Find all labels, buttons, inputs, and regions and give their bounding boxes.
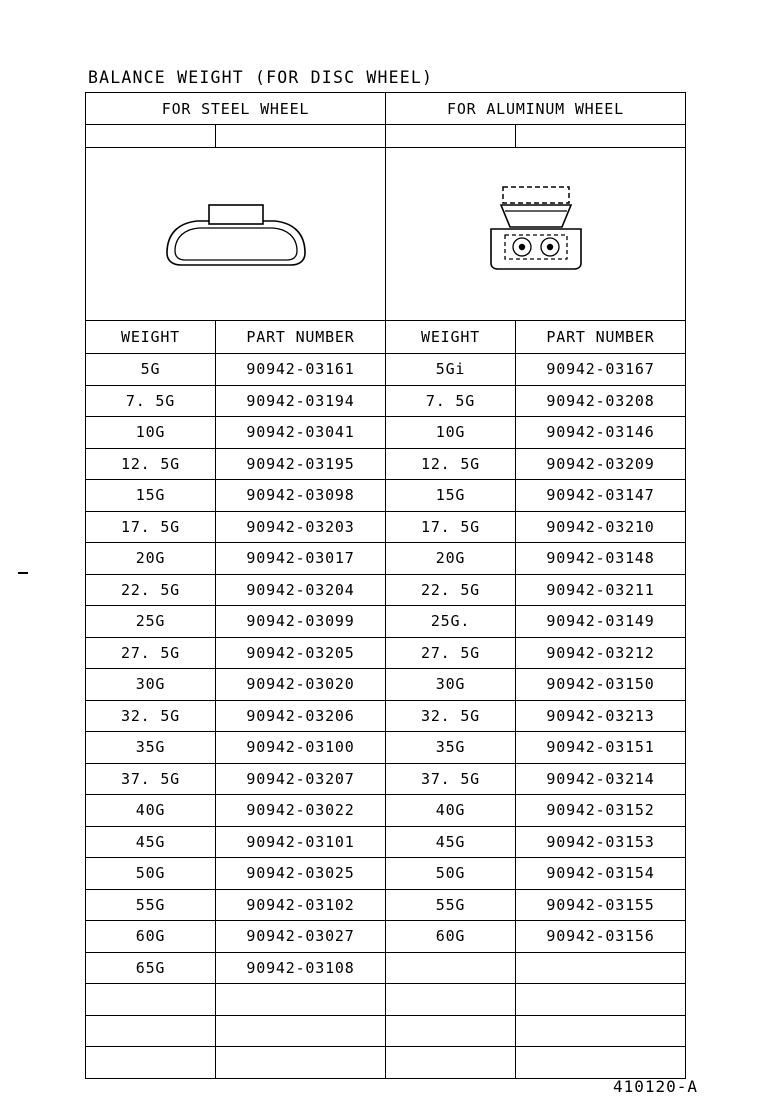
cell-steel-part: 90942-03102: [216, 889, 386, 921]
balance-weight-table: [85, 92, 686, 1079]
table-row: [86, 1047, 686, 1079]
cell-steel-weight: 20G: [86, 543, 216, 575]
column-header-aluminum-part-number: PART NUMBER: [516, 321, 686, 354]
cell-aluminum-weight: 60G: [386, 921, 516, 953]
cell-steel-weight: 50G: [86, 858, 216, 890]
cell-steel-weight: 12. 5G: [86, 448, 216, 480]
table-row: [86, 700, 686, 732]
cell-steel-part: [216, 1047, 386, 1079]
cell-aluminum-weight: 45G: [386, 826, 516, 858]
aluminum-weight-illustration-cell: [386, 148, 686, 321]
cell-steel-part: 90942-03195: [216, 448, 386, 480]
cell-steel-part: 90942-03101: [216, 826, 386, 858]
cell-steel-part: [216, 1015, 386, 1047]
cell-steel-weight: 17. 5G: [86, 511, 216, 543]
table-row: [86, 669, 686, 701]
cell-steel-part: 90942-03027: [216, 921, 386, 953]
spacer-cell-3: [386, 125, 516, 148]
cell-steel-part: 90942-03020: [216, 669, 386, 701]
table-row: [86, 858, 686, 890]
table-row: [86, 543, 686, 575]
table-row: [86, 511, 686, 543]
cell-steel-part: 90942-03017: [216, 543, 386, 575]
cell-aluminum-weight: 50G: [386, 858, 516, 890]
cell-steel-part: 90942-03204: [216, 574, 386, 606]
cell-steel-weight: 32. 5G: [86, 700, 216, 732]
cell-steel-weight: 37. 5G: [86, 763, 216, 795]
balance-weight-table-container: [85, 92, 685, 1079]
page-reference-code: 410120-A: [612, 1077, 698, 1096]
registration-tick-mark: [18, 572, 28, 574]
cell-aluminum-weight: 32. 5G: [386, 700, 516, 732]
table-row: [86, 637, 686, 669]
group-header-aluminum: FOR ALUMINUM WHEEL: [386, 93, 686, 125]
cell-aluminum-weight: [386, 984, 516, 1016]
aluminum-balance-weight-icon: [386, 148, 685, 320]
cell-steel-part: 90942-03025: [216, 858, 386, 890]
cell-steel-part: 90942-03100: [216, 732, 386, 764]
cell-steel-weight: 10G: [86, 417, 216, 449]
spacer-row: [86, 125, 686, 148]
column-header-aluminum-weight: WEIGHT: [386, 321, 516, 354]
cell-aluminum-part: 90942-03155: [516, 889, 686, 921]
cell-aluminum-weight: 20G: [386, 543, 516, 575]
cell-steel-part: 90942-03205: [216, 637, 386, 669]
cell-steel-weight: 7. 5G: [86, 385, 216, 417]
cell-steel-part: 90942-03099: [216, 606, 386, 638]
cell-aluminum-part: [516, 1047, 686, 1079]
table-row: [86, 606, 686, 638]
cell-steel-weight: 35G: [86, 732, 216, 764]
table-row: [86, 984, 686, 1016]
table-row: [86, 826, 686, 858]
cell-aluminum-weight: 40G: [386, 795, 516, 827]
table-row: [86, 448, 686, 480]
cell-steel-weight: 45G: [86, 826, 216, 858]
cell-steel-part: 90942-03206: [216, 700, 386, 732]
cell-aluminum-part: 90942-03211: [516, 574, 686, 606]
cell-steel-weight: 15G: [86, 480, 216, 512]
cell-steel-part: 90942-03161: [216, 354, 386, 386]
cell-aluminum-part: 90942-03154: [516, 858, 686, 890]
cell-aluminum-part: 90942-03156: [516, 921, 686, 953]
steel-balance-weight-icon: [86, 148, 385, 320]
cell-steel-weight: [86, 1015, 216, 1047]
cell-steel-part: 90942-03022: [216, 795, 386, 827]
cell-steel-weight: 25G: [86, 606, 216, 638]
cell-aluminum-part: 90942-03153: [516, 826, 686, 858]
table-row: [86, 763, 686, 795]
cell-aluminum-weight: [386, 1015, 516, 1047]
group-header-steel: FOR STEEL WHEEL: [86, 93, 386, 125]
cell-aluminum-part: 90942-03151: [516, 732, 686, 764]
table-row: [86, 574, 686, 606]
cell-aluminum-weight: 25G.: [386, 606, 516, 638]
cell-aluminum-weight: 5Gi: [386, 354, 516, 386]
cell-steel-part: 90942-03108: [216, 952, 386, 984]
cell-aluminum-weight: 15G: [386, 480, 516, 512]
cell-steel-part: [216, 984, 386, 1016]
cell-aluminum-part: 90942-03212: [516, 637, 686, 669]
cell-aluminum-part: 90942-03147: [516, 480, 686, 512]
group-header-row: [86, 93, 686, 125]
cell-aluminum-part: 90942-03214: [516, 763, 686, 795]
cell-steel-weight: 40G: [86, 795, 216, 827]
table-row: [86, 889, 686, 921]
cell-steel-part: 90942-03194: [216, 385, 386, 417]
table-row: [86, 1015, 686, 1047]
cell-steel-weight: 5G: [86, 354, 216, 386]
cell-steel-weight: 55G: [86, 889, 216, 921]
cell-steel-part: 90942-03203: [216, 511, 386, 543]
cell-steel-part: 90942-03207: [216, 763, 386, 795]
cell-aluminum-part: [516, 952, 686, 984]
cell-steel-weight: [86, 1047, 216, 1079]
spacer-cell-4: [516, 125, 686, 148]
cell-steel-part: 90942-03098: [216, 480, 386, 512]
cell-aluminum-weight: 27. 5G: [386, 637, 516, 669]
table-row: [86, 952, 686, 984]
cell-aluminum-weight: 12. 5G: [386, 448, 516, 480]
cell-aluminum-part: 90942-03146: [516, 417, 686, 449]
table-row: [86, 921, 686, 953]
cell-aluminum-part: 90942-03213: [516, 700, 686, 732]
cell-aluminum-part: 90942-03209: [516, 448, 686, 480]
cell-aluminum-weight: 10G: [386, 417, 516, 449]
table-row: [86, 354, 686, 386]
cell-aluminum-weight: 7. 5G: [386, 385, 516, 417]
aluminum-weight-drawing: [461, 179, 611, 289]
column-header-steel-part-number: PART NUMBER: [216, 321, 386, 354]
table-row: [86, 417, 686, 449]
table-row: [86, 385, 686, 417]
table-row: [86, 480, 686, 512]
cell-aluminum-weight: 37. 5G: [386, 763, 516, 795]
column-header-steel-weight: WEIGHT: [86, 321, 216, 354]
cell-aluminum-weight: [386, 1047, 516, 1079]
cell-steel-weight: 27. 5G: [86, 637, 216, 669]
cell-aluminum-part: 90942-03210: [516, 511, 686, 543]
cell-steel-part: 90942-03041: [216, 417, 386, 449]
cell-steel-weight: 60G: [86, 921, 216, 953]
cell-aluminum-weight: 35G: [386, 732, 516, 764]
cell-steel-weight: 22. 5G: [86, 574, 216, 606]
cell-steel-weight: 65G: [86, 952, 216, 984]
steel-weight-illustration-cell: [86, 148, 386, 321]
table-row: [86, 795, 686, 827]
cell-aluminum-weight: 30G: [386, 669, 516, 701]
spacer-cell-1: [86, 125, 216, 148]
cell-aluminum-part: 90942-03148: [516, 543, 686, 575]
steel-weight-drawing: [151, 189, 321, 279]
page-title: BALANCE WEIGHT (FOR DISC WHEEL): [88, 68, 434, 87]
table-row: [86, 732, 686, 764]
cell-aluminum-weight: [386, 952, 516, 984]
cell-aluminum-part: 90942-03149: [516, 606, 686, 638]
cell-aluminum-part: 90942-03208: [516, 385, 686, 417]
cell-aluminum-part: 90942-03167: [516, 354, 686, 386]
cell-steel-weight: [86, 984, 216, 1016]
cell-aluminum-part: [516, 1015, 686, 1047]
cell-aluminum-part: 90942-03150: [516, 669, 686, 701]
cell-aluminum-part: 90942-03152: [516, 795, 686, 827]
cell-aluminum-weight: 22. 5G: [386, 574, 516, 606]
cell-aluminum-weight: 17. 5G: [386, 511, 516, 543]
cell-aluminum-part: [516, 984, 686, 1016]
illustration-row: [86, 148, 686, 321]
spacer-cell-2: [216, 125, 386, 148]
column-header-row: [86, 321, 686, 354]
cell-steel-weight: 30G: [86, 669, 216, 701]
cell-aluminum-weight: 55G: [386, 889, 516, 921]
